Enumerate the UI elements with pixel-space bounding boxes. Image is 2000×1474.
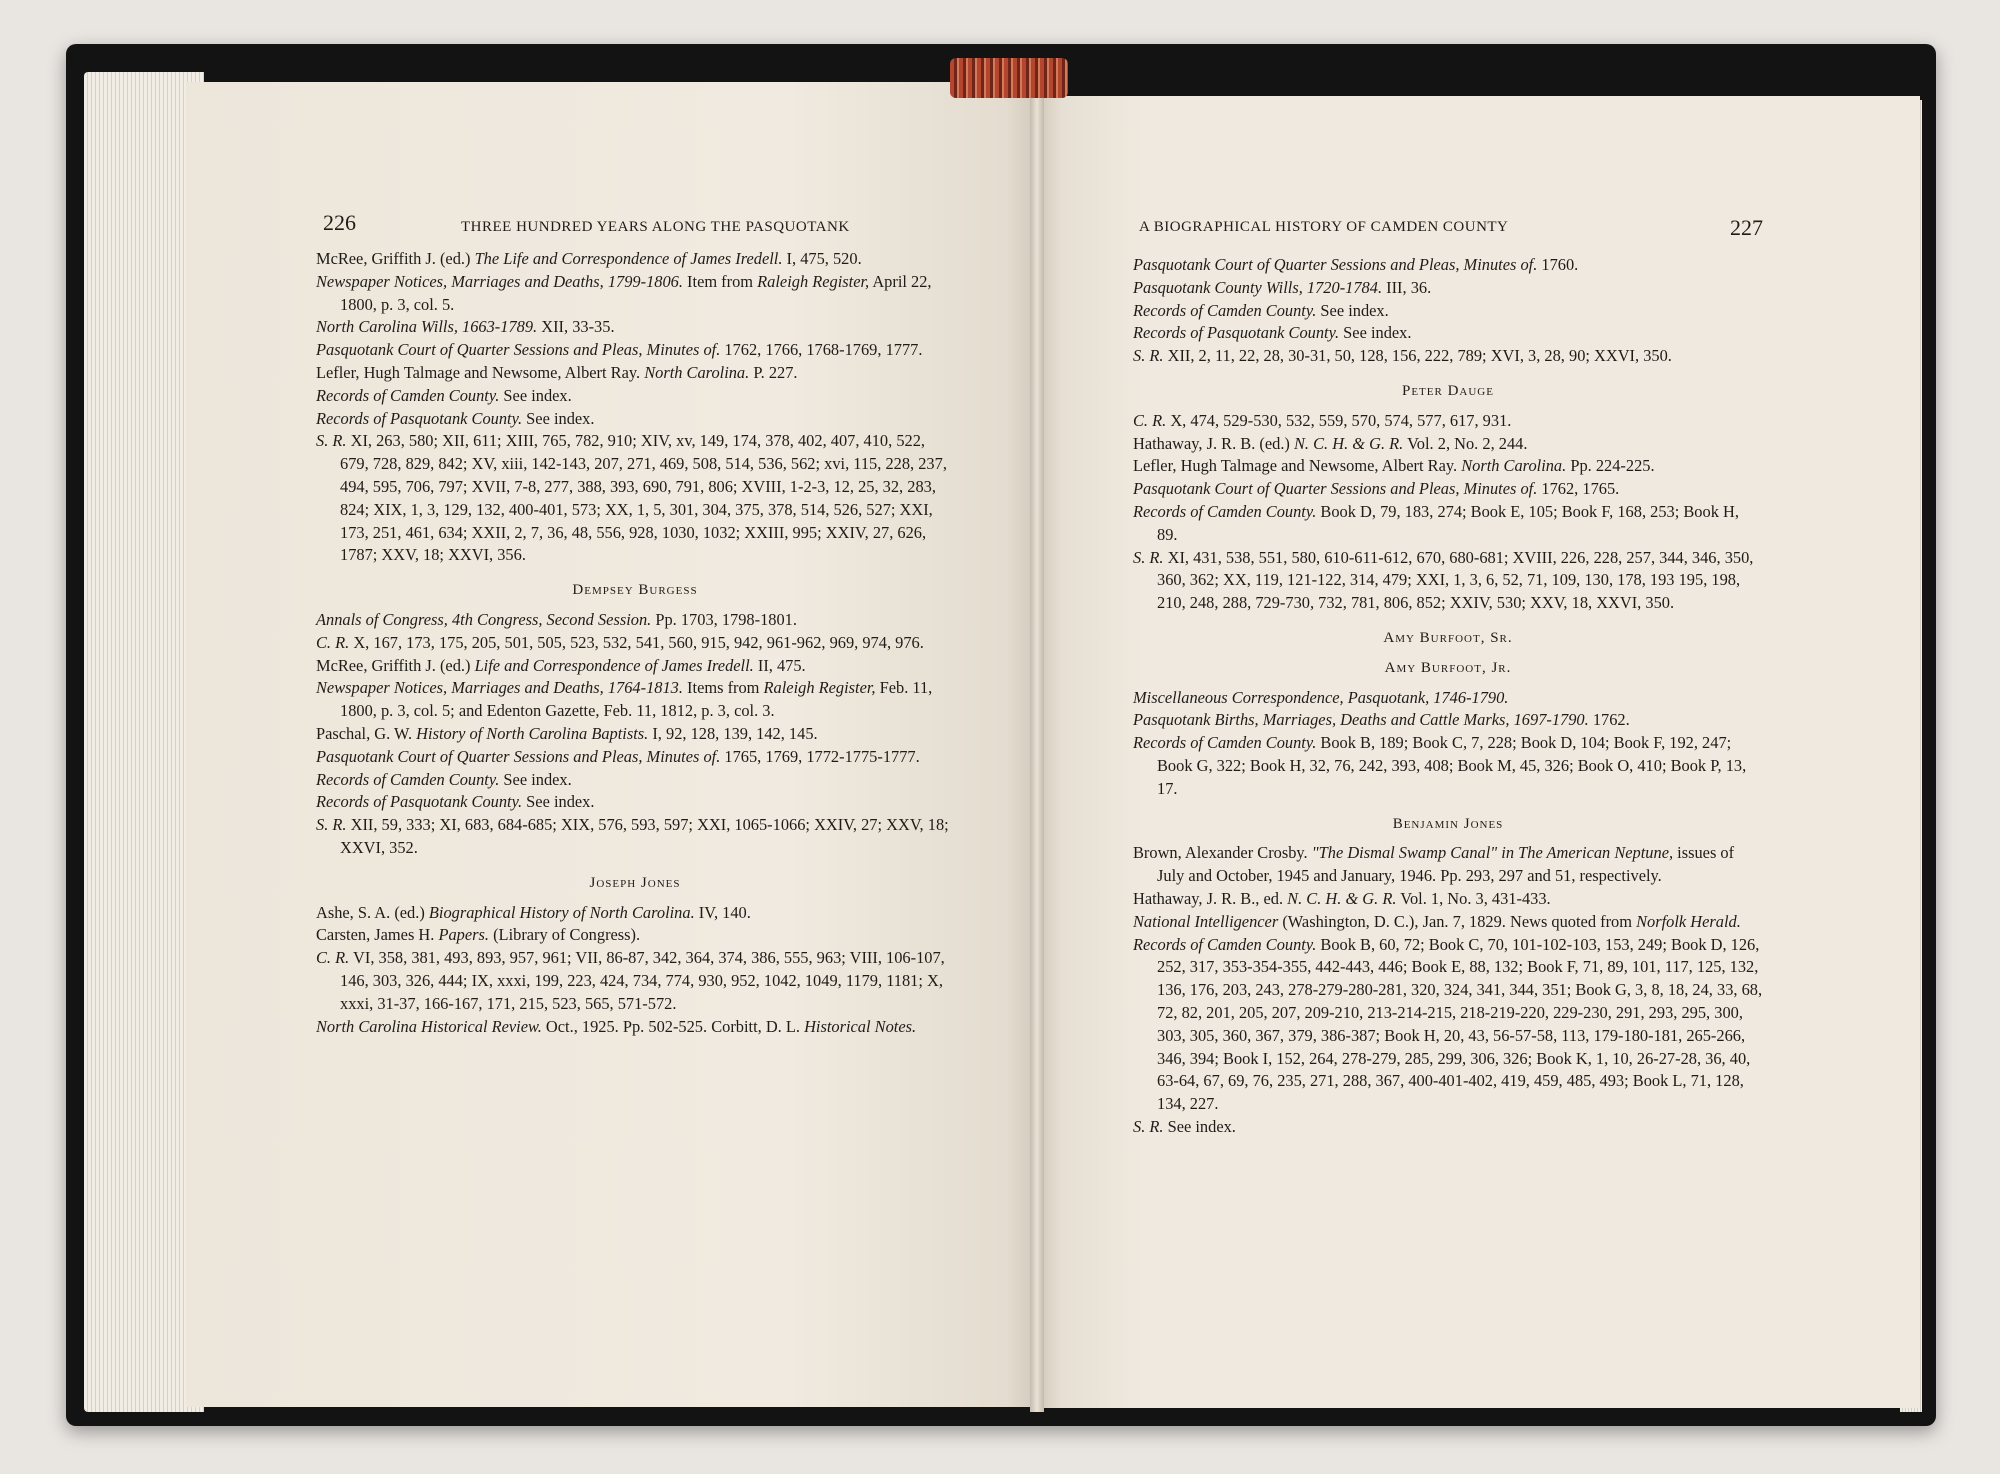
entry-detail: McRee, Griffith J. (ed.) [316, 249, 475, 268]
bibliography-entry [316, 791, 954, 814]
entry-title: The Life and Correspondence of James Iredell. [474, 249, 783, 268]
bibliography-entry [316, 339, 954, 362]
person-heading: Joseph Jones [589, 874, 681, 891]
entry-detail: Items from [682, 678, 764, 698]
entry-detail: Vol. 2, No. 2, 244. [1403, 433, 1528, 453]
entry-detail: XI, 263, 580; XII, 611; XIII, 765, 782, 910; XIV, xv, 149, 174, 378, 402, 407, 410, 522, 679, 728, 829, 842; XV, xiii, 142-143, 207, 271, 469, 508, 514, 536, 562; xvi, 115, 228, 237, 494, 595, 706, 797; XVII, 7-8, 277, 388, 393, 690, 791, 806; XVIII, 1-2-3, 12, 25, 32, 283, 824; XIX, 1, 3, 129, 132, 400-401, 573; XX, 1, 5, 301, 304, 375, 378, 514, 526, 527; XXI, 173, 251, 461, 634; XXII, 2, 7, 36, 48, 556, 928, 1030, 1032; XXIII, 995; XXIV, 27, 626, 1787; XXV, 18; XXVI, 356. [340, 431, 947, 565]
entry-title: S. R. [316, 815, 347, 835]
entry-detail: 1762, 1765. [1537, 479, 1620, 499]
right-running-head: A BIOGRAPHICAL HISTORY OF CAMDEN COUNTY [1139, 219, 1509, 235]
entry-detail: Pp. 1703, 1798-1801. [651, 609, 797, 629]
entry-detail: Hathaway, J. R. B., ed. [1133, 888, 1288, 908]
bibliography-entry [316, 271, 954, 317]
entry-detail: (Washington, D. C.), Jan. 7, 1829. News quoted from [1278, 911, 1637, 931]
bibliography-entry [316, 408, 954, 431]
bibliography-entry [1133, 687, 1763, 710]
bibliography-entry [1133, 709, 1763, 732]
entry-title: Biographical History of North Carolina. [428, 902, 695, 922]
entry-detail: See index. [499, 769, 572, 789]
bibliography-entry [316, 677, 954, 723]
bibliography-entry [1133, 277, 1763, 300]
entry-detail: Oct., 1925. Pp. 502-525. Corbitt, D. L. [541, 1016, 805, 1036]
bibliography-entry [1133, 410, 1763, 433]
bibliography-entry [1133, 842, 1763, 888]
entry-detail: XII, 33-35. [537, 317, 615, 337]
entry-detail: Book B, 60, 72; Book C, 70, 101-102-103, 153, 249; Book D, 126, 252, 317, 353-354-355, 442-443, 446; Book E, 88, 132; Book F, 71, 89, 101, 117, 125, 132, 136, 176, 203, 243, 278-279-280-281, 320, 324, 341, 344, 351; Book G, 3, 8, 18, 24, 33, 68, 72, 82, 201, 205, 207, 209-210, 213-214-215, 218-219-220, 229-230, 291, 293, 295, 300, 303, 305, 360, 367, 379, 386-387; Book H, 20, 43, 56-57-58, 113, 179-180-181, 265-266, 346, 394; Book I, 152, 264, 278-279, 285, 299, 306, 326; Book K, 1, 10, 26-27-28, 36, 40, 63-64, 67, 69, 76, 235, 271, 288, 367, 400-401-402, 419, 459, 485, 493; Book L, 71, 128, 134, 227. [1157, 934, 1763, 1114]
bibliography-entry [316, 316, 954, 339]
entry-detail: issues of July and October, 1945 and January, 1946. Pp. 293, 297 and 51, respectively. [1157, 843, 1735, 886]
entry-title: North Carolina Historical Review. [316, 1016, 542, 1036]
bibliography-entry [316, 924, 954, 947]
left-page-number: 226 [323, 210, 356, 235]
entry-detail: XII, 2, 11, 22, 28, 30-31, 50, 128, 156, 222, 789; XVI, 3, 28, 90; XXVI, 350. [1163, 346, 1672, 366]
entry-title: Records of Pasquotank County. [316, 792, 523, 812]
entry-title: Norfolk Herald. [1636, 911, 1741, 931]
entry-detail: XII, 59, 333; XI, 683, 684-685; XIX, 576, 593, 597; XXI, 1065-1066; XXIV, 27; XXV, 18; XXVI, 352. [340, 815, 949, 857]
left-bibliography-column [316, 248, 954, 1038]
entry-detail: 1762, 1766, 1768-1769, 1777. [720, 340, 923, 360]
entry-title: C. R. [1133, 410, 1167, 430]
entry-title: Records of Camden County. [316, 769, 500, 789]
bibliography-entry [316, 632, 954, 655]
entry-title: Pasquotank County Wills, 1720-1784. [1133, 277, 1383, 297]
entry-detail: See index. [1339, 323, 1412, 343]
entry-title: S. R. [316, 431, 347, 451]
bibliography-entry [1133, 322, 1763, 345]
entry-detail: Brown, Alexander Crosby. [1133, 843, 1312, 863]
bibliography-entry [316, 1016, 954, 1039]
entry-title: C. R. [316, 632, 350, 652]
bibliography-entry [1133, 911, 1763, 934]
entry-title: North Carolina. [1461, 456, 1567, 476]
entry-title: Records of Pasquotank County. [1133, 323, 1340, 343]
entry-title: Pasquotank Court of Quarter Sessions and Pleas, Minutes of. [316, 746, 721, 766]
entry-title: Records of Camden County. [1133, 934, 1317, 954]
bibliography-entry [316, 430, 954, 567]
entry-detail: I, 475, 520. [782, 249, 862, 268]
entry-title: Historical Notes. [804, 1016, 917, 1036]
entry-detail: See index. [499, 385, 572, 405]
entry-detail: McRee, Griffith J. (ed.) [316, 655, 475, 675]
entry-detail: (Library of Congress). [489, 925, 641, 945]
entry-title: Records of Pasquotank County. [316, 408, 523, 428]
entry-title: N. C. H. & G. R. [1287, 888, 1397, 908]
entry-title: Newspaper Notices, Marriages and Deaths, 1764-1813. [316, 678, 683, 698]
entry-title: N. C. H. & G. R. [1294, 433, 1404, 453]
entry-detail: III, 36. [1382, 277, 1432, 297]
right-bibliography-column [1133, 254, 1763, 1139]
entry-detail: VI, 358, 381, 493, 893, 957, 961; VII, 86-87, 342, 364, 374, 386, 555, 963; VIII, 106-107, 146, 303, 326, 444; IX, xxxi, 199, 223, 424, 734, 774, 930, 952, 1042, 1049, 1179, 1181; X, xxxi, 31-37, 166-167, 171, 215, 523, 565, 571-572. [340, 948, 945, 1013]
bibliography-entry [1133, 501, 1763, 547]
bibliography-entry [316, 385, 954, 408]
bibliography-entry [316, 902, 954, 925]
bibliography-entry [316, 769, 954, 792]
bibliography-entry [316, 655, 954, 678]
bibliography-entry [1133, 478, 1763, 501]
entry-title: Raleigh Register, [763, 678, 876, 698]
person-heading: Amy Burfoot, Sr. [1383, 629, 1513, 646]
person-heading: Benjamin Jones [1392, 815, 1504, 832]
headband [950, 58, 1068, 98]
entry-detail: Book B, 189; Book C, 7, 228; Book D, 104; Book F, 192, 247; Book G, 322; Book H, 32, 76, 242, 393, 408; Book M, 45, 326; Book O, 410; Book P, 13, 17. [1157, 733, 1747, 798]
bibliography-entry [1133, 433, 1763, 456]
entry-title: S. R. [1133, 1116, 1164, 1136]
entry-detail: See index. [522, 792, 595, 812]
entry-title: Miscellaneous Correspondence, Pasquotank, 1746-1790. [1133, 687, 1509, 707]
entry-title: Raleigh Register, [757, 271, 870, 291]
entry-title: North Carolina. [644, 362, 750, 382]
entry-title: Records of Camden County. [1133, 501, 1317, 521]
person-heading: Dempsey Burgess [572, 582, 698, 599]
entry-detail: Lefler, Hugh Talmage and Newsome, Albert Ray. [316, 362, 645, 382]
entry-title: Newspaper Notices, Marriages and Deaths, 1799-1806. [316, 271, 683, 291]
entry-detail: Item from [682, 271, 758, 291]
bibliography-entry [316, 947, 954, 1015]
entry-detail: 1760. [1537, 255, 1579, 274]
entry-detail: Paschal, G. W. [316, 723, 417, 743]
entry-title: Pasquotank Court of Quarter Sessions and Pleas, Minutes of. [1133, 479, 1538, 499]
book-gutter [1030, 82, 1044, 1412]
bibliography-entry [1133, 345, 1763, 368]
bibliography-entry [1133, 888, 1763, 911]
left-running-head: THREE HUNDRED YEARS ALONG THE PASQUOTANK [461, 219, 850, 235]
entry-title: National Intelligencer [1133, 911, 1279, 931]
bibliography-entry [316, 746, 954, 769]
bibliography-entry [1133, 1116, 1763, 1139]
entry-detail: Feb. 11, 1800, p. 3, col. 5; and Edenton Gazette, Feb. 11, 1812, p. 3, col. 3. [340, 678, 933, 721]
bibliography-entry [316, 814, 954, 860]
entry-detail: II, 475. [753, 655, 806, 675]
entry-title: S. R. [1133, 547, 1164, 567]
entry-detail: 1762. [1588, 710, 1630, 730]
entry-title: S. R. [1133, 346, 1164, 366]
entry-title: Records of Camden County. [316, 385, 500, 405]
entry-detail: Ashe, S. A. (ed.) [316, 902, 429, 922]
entry-title: Life and Correspondence of James Iredell. [474, 655, 754, 675]
entry-title: Pasquotank Court of Quarter Sessions and Pleas, Minutes of. [316, 340, 721, 360]
bibliography-entry [1133, 547, 1763, 615]
bibliography-entry [1133, 455, 1763, 478]
entry-detail: I, 92, 128, 139, 142, 145. [648, 723, 818, 743]
entry-title: Records of Camden County. [1133, 300, 1317, 320]
entry-detail: Vol. 1, No. 3, 431-433. [1396, 888, 1551, 908]
entry-detail: Hathaway, J. R. B. (ed.) [1133, 433, 1294, 453]
entry-detail: See index. [1316, 300, 1389, 320]
bibliography-entry [1133, 254, 1763, 277]
entry-detail: X, 474, 529-530, 532, 559, 570, 574, 577, 617, 931. [1166, 410, 1512, 430]
entry-title: Annals of Congress, 4th Congress, Second Session. [316, 609, 652, 629]
person-heading: Peter Dauge [1402, 382, 1494, 399]
entry-detail: XI, 431, 538, 551, 580, 610-611-612, 670, 680-681; XVIII, 226, 228, 257, 344, 346, 350, 360, 362; XX, 119, 121-122, 314, 479; XXI, 1, 3, 6, 52, 71, 109, 130, 178, 193 195, 198, 210, 248, 288, 729-730, 732, 781, 806, 852; XXIV, 530; XXV, 18, XXVI, 350. [1157, 547, 1754, 613]
entry-title: Pasquotank Births, Marriages, Deaths and Cattle Marks, 1697-1790. [1133, 710, 1589, 730]
entry-detail: Carsten, James H. [316, 925, 439, 945]
entry-detail: IV, 140. [694, 902, 751, 922]
entry-title: History of North Carolina Baptists. [416, 723, 649, 743]
bibliography-entry [316, 248, 954, 271]
entry-detail: Book D, 79, 183, 274; Book E, 105; Book F, 168, 253; Book H, 89. [1157, 501, 1739, 544]
entry-detail: 1765, 1769, 1772-1775-1777. [720, 746, 920, 766]
entry-title: Records of Camden County. [1133, 733, 1317, 753]
bibliography-entry [1133, 300, 1763, 323]
entry-detail: P. 227. [749, 362, 798, 382]
entry-detail: X, 167, 173, 175, 205, 501, 505, 523, 532, 541, 560, 915, 942, 961-962, 969, 974, 976. [349, 632, 924, 652]
entry-title: "The Dismal Swamp Canal" in The American Neptune, [1311, 843, 1674, 863]
entry-title: North Carolina Wills, 1663-1789. [316, 317, 538, 337]
bibliography-entry [1133, 732, 1763, 800]
bibliography-entry [316, 723, 954, 746]
entry-detail: April 22, 1800, p. 3, col. 5. [340, 271, 932, 314]
right-page-number: 227 [1730, 215, 1763, 240]
bibliography-entry [316, 609, 954, 632]
entry-title: C. R. [316, 948, 350, 968]
person-heading: Amy Burfoot, Jr. [1384, 659, 1512, 676]
entry-detail: See index. [522, 408, 595, 428]
entry-detail: Pp. 224-225. [1566, 456, 1655, 476]
entry-detail: See index. [1163, 1116, 1236, 1136]
bibliography-entry [316, 362, 954, 385]
entry-title: Pasquotank Court of Quarter Sessions and Pleas, Minutes of. [1133, 255, 1538, 274]
entry-title: Papers. [438, 925, 489, 945]
bibliography-entry [1133, 934, 1763, 1116]
entry-detail: Lefler, Hugh Talmage and Newsome, Albert Ray. [1133, 456, 1462, 476]
